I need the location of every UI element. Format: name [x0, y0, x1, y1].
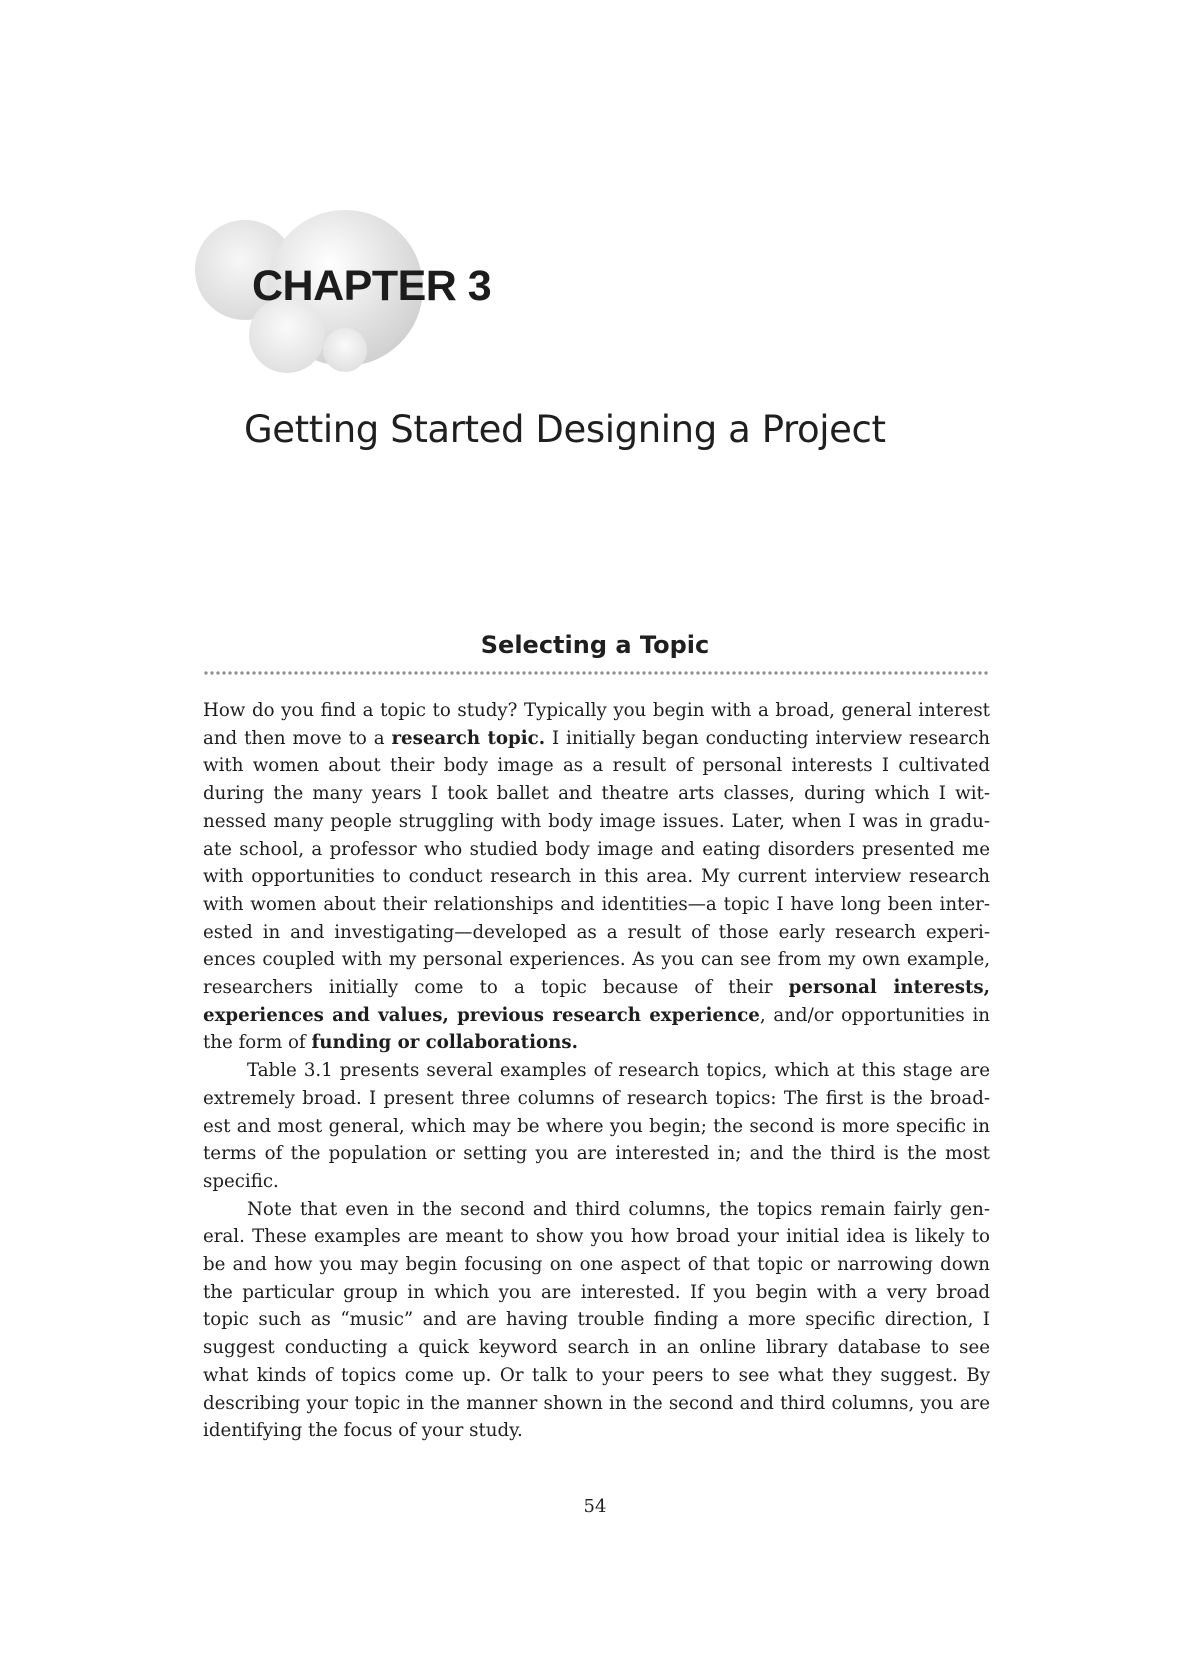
- text-run: How do you find a topic to study? Typically you begin with a broad, general interest and then move to a: [203, 700, 990, 749]
- text-run: I initially began conducting interview research with women about their body image as a result of personal interests I cultivated during the many years I took ballet and theatre arts classes, during which I witnessed many people struggling with body image issues. Later, when I was in graduate school, a professor who studied body image and eating disorders presented me with opportunities to conduct research in this area. My current interview research with women about their relationships and identities—a topic I have long been interested in and investigating—developed as a result of those early research experiences coupled with my personal experiences. As you can see from my own example, researchers initially come to a topic because of their: [203, 727, 990, 999]
- text-run: Table 3.1 presents several examples of research topics, which at this stage are extremely broad. I present three columns of research topics: The first is the broadest and most general, which may be where you begin; the second is more specific in terms of the population or setting you are interested in; and the third is the most specific.: [203, 1060, 990, 1192]
- key-term: funding or collaborations.: [311, 1032, 578, 1054]
- paragraph-3: [203, 1196, 990, 1445]
- key-term: personal interests, experiences and values, previous research experience: [203, 977, 990, 1026]
- bubble-small: [323, 328, 367, 372]
- page-number: 54: [583, 1496, 607, 1517]
- text-run: , and/or opportunities in the form of: [203, 1004, 990, 1054]
- paragraph-2: [203, 1057, 990, 1196]
- body-text: [203, 697, 990, 1445]
- dotted-divider: [203, 670, 990, 676]
- chapter-label: CHAPTER 3: [252, 262, 492, 310]
- text-run: Note that even in the second and third columns, the topics remain fairly general. These examples are meant to show you how broad your initial idea is likely to be and how you may begin focusing on one aspect of that topic or narrowing down the particular group in which you are interested. If you begin with a very broad topic such as “music” and are having trouble finding a more specific direction, I suggest conducting a quick keyword search in an online library database to see what kinds of topics come up. Or talk to your peers to see what they suggest. By describing your topic in the manner shown in the second and third columns, you are identifying the focus of your study.: [203, 1198, 990, 1442]
- paragraph-1: [203, 697, 990, 1057]
- key-term: research topic.: [391, 727, 546, 749]
- chapter-title: Getting Started Designing a Project: [244, 408, 886, 451]
- section-heading: Selecting a Topic: [480, 631, 710, 659]
